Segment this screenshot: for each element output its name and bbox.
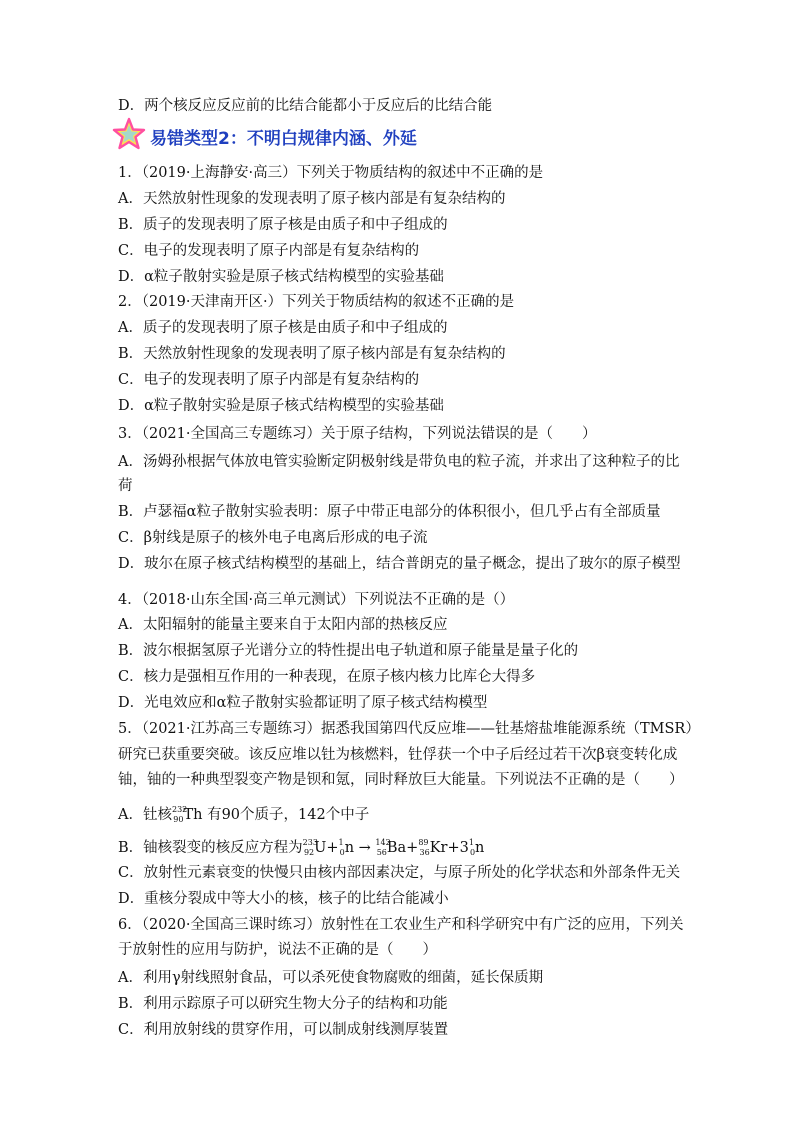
question-3-option-a-line1: A．汤姆孙根据气体放电管实验断定阴极射线是带负电的粒子流，并求出了这种粒子的比 <box>118 454 680 470</box>
question-1-option-a: A．天然放射性现象的发现表明了原子核内部是有复杂结构的 <box>118 191 506 207</box>
question-5-option-c: C．放射性元素衰变的快慢只由核内部因素决定，与原子所处的化学状态和外部条件无关 <box>118 865 681 881</box>
question-3-option-c: C．β射线是原子的核外电子电离后形成的电子流 <box>118 530 428 546</box>
section-heading: 易错类型2：不明白规律内涵、外延 <box>150 129 417 149</box>
fission-equation: $^{233}_{92}U+^1_0n \to ^{142}_{56}Ba+^{89}_{36}Kr+3^1_0n$ <box>302 838 485 857</box>
question-3-option-a-line2: 荷 <box>118 478 133 494</box>
star-icon <box>112 117 146 151</box>
question-2-option-c: C．电子的发现表明了原子内部是有复杂结构的 <box>118 372 420 388</box>
question-6-option-c: C．利用放射线的贯穿作用，可以制成射线测厚装置 <box>118 1022 449 1038</box>
question-6-option-a: A．利用γ射线照射食品，可以杀死使食物腐败的细菌，延长保质期 <box>118 970 544 986</box>
question-1-option-c: C．电子的发现表明了原子内部是有复杂结构的 <box>118 243 420 259</box>
question-5-stem-line2: 研究已获重要突破。该反应堆以钍为核燃料，钍俘获一个中子后经过若干次β衰变转化成 <box>118 747 678 763</box>
question-3-option-d: D．玻尔在原子核式结构模型的基础上，结合普朗克的量子概念，提出了玻尔的原子模型 <box>118 556 681 572</box>
question-5-option-b <box>118 833 698 863</box>
option-d-previous: D．两个核反应反应前的比结合能都小于反应后的比结合能 <box>118 98 493 114</box>
thorium-nuclide: $^{232}_{90}$Th <box>171 805 203 824</box>
question-4-stem: 4．（2018·山东全国·高三单元测试）下列说法不正确的是（） <box>118 592 515 608</box>
question-5-stem-line3: 铀，铀的一种典型裂变产物是钡和氪，同时释放巨大能量。下列说法不正确的是（ ） <box>118 772 684 788</box>
question-5-option-d: D．重核分裂成中等大小的核，核子的比结合能减小 <box>118 891 449 907</box>
question-1-stem: 1．（2019·上海静安·高三）下列关于物质结构的叙述中不正确的是 <box>118 165 544 181</box>
question-5-stem-line1: 5．（2021·江苏高三专题练习）据悉我国第四代反应堆——钍基熔盐堆能源系统（TMSR） <box>118 721 700 737</box>
question-5-option-b-prefix: B．铀核裂变的核反应方程为 <box>118 840 303 856</box>
question-6-stem-line2: 于放射性的应用与防护，说法不正确的是（ ） <box>118 942 437 958</box>
question-6-stem-line1: 6．（2020·全国高三课时练习）放射性在工农业生产和科学研究中有广泛的应用，下列关 <box>118 917 684 933</box>
question-3-stem: 3．（2021·全国高三专题练习）关于原子结构，下列说法错误的是（ ） <box>118 426 597 442</box>
question-2-option-a: A．质子的发现表明了原子核是由质子和中子组成的 <box>118 320 448 336</box>
question-3-option-b: B．卢瑟福α粒子散射实验表明：原子中带正电部分的体积很小，但几乎占有全部质量 <box>118 504 661 520</box>
question-1-option-b: B．质子的发现表明了原子核是由质子和中子组成的 <box>118 217 448 233</box>
question-4-option-b: B．波尔根据氢原子光谱分立的特性提出电子轨道和原子能量是量子化的 <box>118 643 579 659</box>
question-5-option-a-suffix: 有90个质子，142个中子 <box>207 807 370 823</box>
question-2-option-d: D．α粒子散射实验是原子核式结构模型的实验基础 <box>118 398 444 414</box>
question-2-stem: 2．（2019·天津南开区·）下列关于物质结构的叙述不正确的是 <box>118 294 515 310</box>
question-6-option-b: B．利用示踪原子可以研究生物大分子的结构和功能 <box>118 996 448 1012</box>
question-2-option-b: B．天然放射性现象的发现表明了原子核内部是有复杂结构的 <box>118 346 506 362</box>
question-5-option-a <box>118 800 698 830</box>
question-5-option-a-prefix: A．钍核 <box>118 807 172 823</box>
question-4-option-a: A．太阳辐射的能量主要来自于太阳内部的热核反应 <box>118 617 448 633</box>
question-4-option-d: D．光电效应和α粒子散射实验都证明了原子核式结构模型 <box>118 695 488 711</box>
question-1-option-d: D．α粒子散射实验是原子核式结构模型的实验基础 <box>118 269 444 285</box>
question-4-option-c: C．核力是强相互作用的一种表现，在原子核内核力比库仑大得多 <box>118 669 536 685</box>
